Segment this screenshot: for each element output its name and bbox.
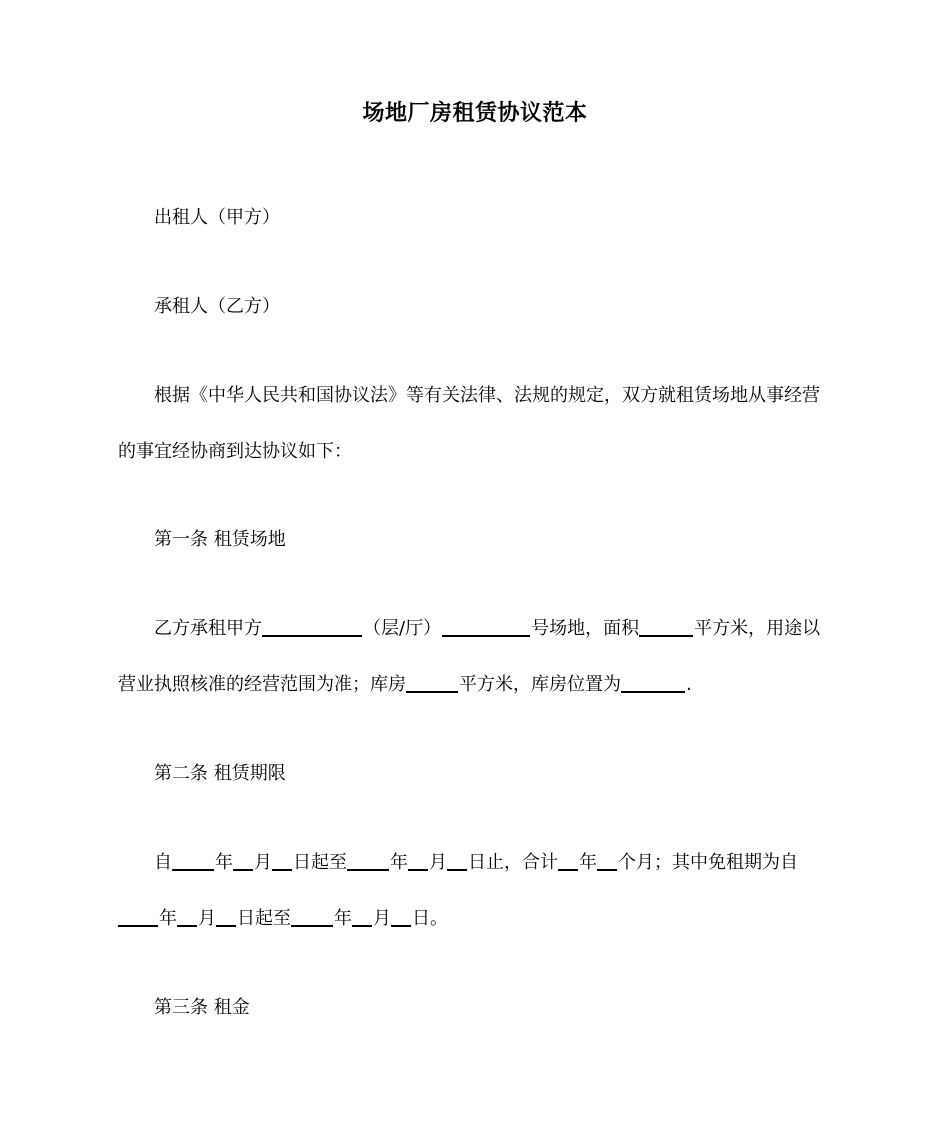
article2-paragraph xyxy=(118,835,834,947)
article2-text: 日起至 xyxy=(293,852,347,873)
article2-text: 年 xyxy=(579,852,597,873)
blank-field xyxy=(408,851,428,871)
article2-text: 月 xyxy=(198,908,216,929)
blank-field xyxy=(621,673,685,693)
blank-field xyxy=(272,851,292,871)
blank-field xyxy=(177,907,197,927)
blank-field xyxy=(118,907,158,927)
lessee-line: 承租人（乙方） xyxy=(154,296,280,317)
article2-heading: 第二条 租赁期限 xyxy=(154,763,286,784)
blank-field xyxy=(347,851,389,871)
article2-text: 年 xyxy=(334,908,352,929)
lessor-line: 出租人（甲方） xyxy=(154,207,280,228)
article2-text: 月 xyxy=(254,852,272,873)
article1-text: 号场地，面积 xyxy=(531,618,640,639)
article2-text: 日止，合计 xyxy=(468,852,558,873)
article2-text: 月 xyxy=(373,908,391,929)
blank-field xyxy=(447,851,467,871)
article1-heading: 第一条 租赁场地 xyxy=(154,529,286,550)
article1-text: 平方米，用途以营业执照核准的经营范围为准；库房 xyxy=(118,618,821,695)
article2-text: 年 xyxy=(159,908,177,929)
article2-text: 年 xyxy=(215,852,233,873)
article2-text: 日。 xyxy=(412,908,448,929)
blank-field xyxy=(216,907,236,927)
article2-text: 月 xyxy=(429,852,447,873)
preamble-paragraph: 根据《中华人民共和国协议法》等有关法律、法规的规定，双方就租赁场地从事经营的事宜经协商到达协议如下： xyxy=(118,385,820,462)
blank-field xyxy=(391,907,411,927)
document-title: 场地厂房租赁协议范本 xyxy=(362,101,588,126)
blank-field xyxy=(558,851,578,871)
article1-text: 乙方承租甲方 xyxy=(154,618,262,639)
article1-text: 平方米，库房位置为 xyxy=(459,674,621,695)
blank-field xyxy=(233,851,253,871)
article2-text: 自 xyxy=(154,852,172,873)
blank-field xyxy=(639,617,693,637)
article2-text: 个月；其中免租期为自 xyxy=(618,852,798,873)
article2-text: 年 xyxy=(390,852,408,873)
blank-field xyxy=(597,851,617,871)
blank-field xyxy=(172,851,214,871)
article2-text: 日起至 xyxy=(237,908,291,929)
blank-field xyxy=(291,907,333,927)
article3-heading: 第三条 租金 xyxy=(154,997,250,1018)
article1-paragraph xyxy=(118,601,834,713)
article1-text: . xyxy=(686,674,692,695)
blank-field xyxy=(442,617,530,637)
blank-field xyxy=(352,907,372,927)
article1-text: （层/厅） xyxy=(363,618,442,639)
blank-field xyxy=(262,617,362,637)
blank-field xyxy=(406,673,458,693)
